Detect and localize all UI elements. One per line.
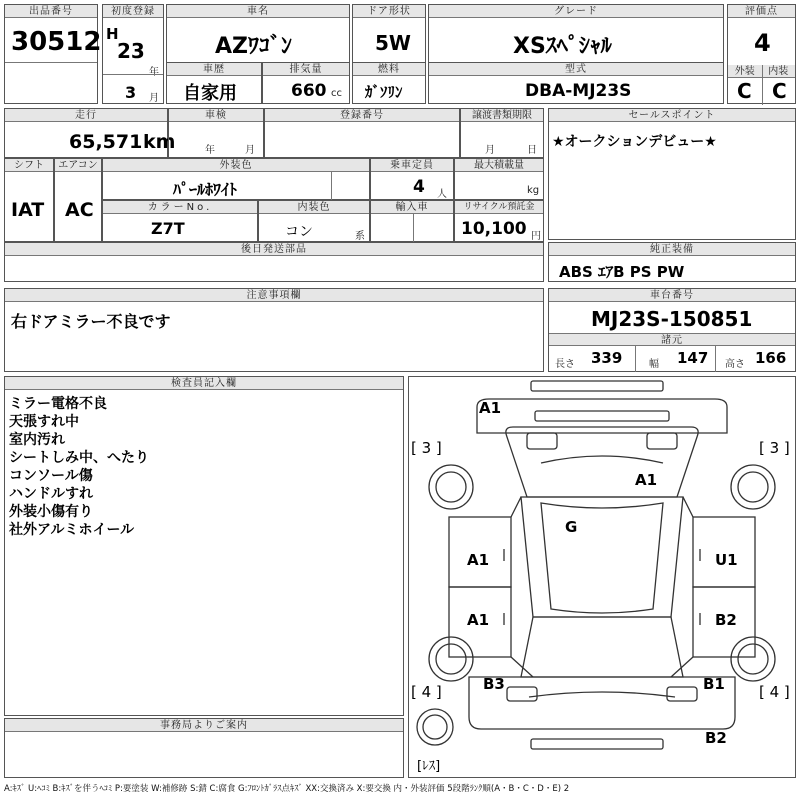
width: 147: [677, 349, 709, 367]
office-box: [4, 718, 404, 778]
equipment-box: [548, 242, 796, 282]
damage-mark: B2: [705, 729, 727, 747]
door-box: [352, 4, 426, 64]
damage-mark: G: [565, 518, 578, 536]
shift-box: [4, 158, 54, 242]
reg-year: 23: [117, 39, 145, 63]
lot-number-box: [4, 4, 102, 104]
chassis-box: [548, 288, 796, 372]
sales-point: ★オークションデビュー★: [552, 134, 717, 150]
spare-tire: [ﾚｽ]: [417, 759, 441, 774]
score-box: [727, 4, 796, 104]
inspection-label: 車検: [169, 109, 263, 122]
chassis-label: 車台番号: [549, 289, 795, 302]
displacement: 660: [291, 81, 327, 101]
color-no-box: [102, 200, 258, 242]
later-parts-label: 後日発送部品: [5, 243, 543, 256]
import-label: 輸入車: [371, 201, 453, 214]
lot-number: 30512: [11, 27, 102, 57]
capacity: 4: [413, 177, 425, 197]
exterior-label: 外装: [728, 65, 762, 78]
mileage-box: [4, 108, 176, 158]
length: 339: [591, 349, 623, 367]
interior-color-unit: 系: [355, 231, 365, 242]
import-box: [370, 200, 454, 242]
caution-label: 注意事項欄: [5, 289, 543, 302]
first-registration-box: [102, 4, 164, 104]
exterior-color: ﾊﾟｰﾙﾎﾜｲﾄ: [173, 180, 238, 199]
lot-number-label: 出品番号: [5, 5, 97, 18]
inspection-box: [168, 108, 264, 158]
interior-color-label: 内装色: [259, 201, 369, 214]
color-label: 外装色: [103, 159, 369, 172]
capacity-label: 乗車定員: [371, 159, 453, 172]
inspector-label: 検査員記入欄: [5, 377, 403, 390]
load-unit: kg: [527, 185, 540, 196]
door-label: ドア形状: [353, 5, 425, 18]
damage-mark: A1: [479, 399, 502, 417]
era: H: [106, 25, 119, 43]
inspector-note: 天張すれ中: [9, 414, 79, 430]
transfer-month-unit: 月: [485, 145, 495, 156]
inspector-box: [4, 376, 404, 716]
later-parts-box: [4, 242, 544, 282]
mileage: 65,571: [69, 131, 143, 153]
car-name-box: [166, 4, 350, 64]
damage-mark: B3: [483, 675, 505, 693]
height-label: 高さ: [725, 359, 745, 370]
sales-point-box: [548, 108, 796, 240]
fuel-label: 燃料: [353, 63, 425, 76]
transfer-label: 譲渡書類期限: [461, 109, 543, 122]
car-name-label: 車名: [167, 5, 349, 18]
equipment-label: 純正装備: [549, 243, 795, 256]
grade: XSｽﾍﾟｼｬﾙ: [513, 34, 612, 59]
recycle-unit: 円: [531, 231, 541, 242]
transfer-day-unit: 日: [527, 145, 537, 156]
sales-point-label: セールスポイント: [549, 109, 795, 122]
interior-color: コン: [285, 224, 313, 240]
history-label: 車歴: [167, 63, 261, 76]
load-label: 最大積載量: [455, 159, 543, 172]
tire-rear-left: [ 4 ]: [411, 683, 442, 701]
interior-label: 内装: [762, 65, 796, 78]
fuel: ｶﾞｿﾘﾝ: [365, 83, 403, 101]
grade-label: グレード: [429, 5, 723, 18]
month-unit: 月: [149, 93, 159, 104]
history-box: [166, 62, 262, 104]
inspector-note: 室内汚れ: [9, 432, 65, 448]
tire-front-left: [ 3 ]: [411, 439, 442, 457]
damage-mark: B1: [703, 675, 725, 693]
plate-label: 登録番号: [265, 109, 459, 122]
interior-grade: C: [772, 79, 787, 103]
door-type: 5W: [375, 31, 411, 55]
inspection-month-unit: 月: [245, 145, 255, 156]
model: DBA-MJ23S: [525, 81, 632, 101]
width-label: 幅: [649, 359, 659, 370]
recycle-label: リサイクル預託金: [455, 201, 543, 214]
displacement-label: 排気量: [263, 63, 349, 76]
fuel-box: [352, 62, 426, 104]
displacement-box: [262, 62, 350, 104]
exterior-grade: C: [737, 79, 752, 103]
inspector-note: 社外アルミホイール: [9, 522, 135, 538]
recycle-box: [454, 200, 544, 242]
car-diagram-box: [408, 376, 796, 778]
office-label: 事務局よりご案内: [5, 719, 403, 732]
legend-footer: A:ｷｽﾞ U:ﾍｺﾐ B:ｷｽﾞを伴うﾍｺﾐ P:要塗装 W:補修跡 S:錆 C:腐食 G:ﾌﾛﾝﾄｶﾞﾗｽ点ｷｽﾞ XX:交換済み X:要交換 内・外装評価 5段階ﾗﾝｸ順(A・B・C・D・E) 2: [4, 784, 570, 794]
ac-box: [54, 158, 102, 242]
caution-box: [4, 288, 544, 372]
inspector-note: シートしみ中、へたり: [9, 450, 149, 466]
length-label: 長さ: [555, 359, 575, 370]
capacity-box: [370, 158, 454, 200]
mileage-label: 走行: [5, 109, 167, 122]
interior-color-box: [258, 200, 370, 242]
score-label: 評価点: [728, 5, 795, 18]
chassis-number: MJ23S-150851: [591, 307, 753, 331]
recycle-fee: 10,100: [461, 219, 527, 239]
color-no: Z7T: [151, 219, 185, 238]
damage-mark: A1: [635, 471, 658, 489]
damage-mark: A1: [467, 611, 490, 629]
ac: AC: [65, 199, 94, 221]
dims-label: 諸元: [549, 333, 795, 346]
shift-label: シフト: [5, 159, 53, 172]
color-box: [102, 158, 370, 200]
transfer-box: [460, 108, 544, 158]
history: 自家用: [183, 83, 237, 104]
first-registration-label: 初度登録: [103, 5, 163, 18]
model-box: [428, 62, 724, 104]
mileage-unit: km: [143, 131, 176, 153]
inspection-year-unit: 年: [205, 145, 215, 156]
tire-rear-right: [ 4 ]: [759, 683, 790, 701]
inspector-note: ハンドルすれ: [9, 486, 93, 502]
shift: IAT: [11, 199, 45, 221]
plate-box: [264, 108, 460, 158]
year-unit: 年: [149, 67, 159, 78]
inspector-note: コンソール傷: [9, 468, 93, 484]
displacement-unit: cc: [331, 88, 342, 99]
color-no-label: カラーNo.: [103, 201, 257, 214]
reg-month: 3: [125, 83, 137, 102]
load-box: [454, 158, 544, 200]
tire-front-right: [ 3 ]: [759, 439, 790, 457]
capacity-unit: 人: [437, 189, 447, 200]
damage-mark: A1: [467, 551, 490, 569]
damage-mark: U1: [715, 551, 738, 569]
car-name: AZﾜｺﾞﾝ: [215, 34, 292, 59]
height: 166: [755, 349, 787, 367]
caution-text: 右ドアミラー不良です: [11, 312, 171, 331]
inspector-note: 外装小傷有り: [9, 504, 93, 520]
model-label: 型式: [429, 63, 723, 76]
car-diagram: [409, 377, 795, 777]
equipment: ABS ｴｱB PS PW: [559, 263, 685, 281]
damage-mark: B2: [715, 611, 737, 629]
inspector-note: ミラー電格不良: [9, 396, 107, 412]
ac-label: エアコン: [55, 159, 101, 172]
grade-box: [428, 4, 724, 64]
score: 4: [754, 29, 771, 57]
